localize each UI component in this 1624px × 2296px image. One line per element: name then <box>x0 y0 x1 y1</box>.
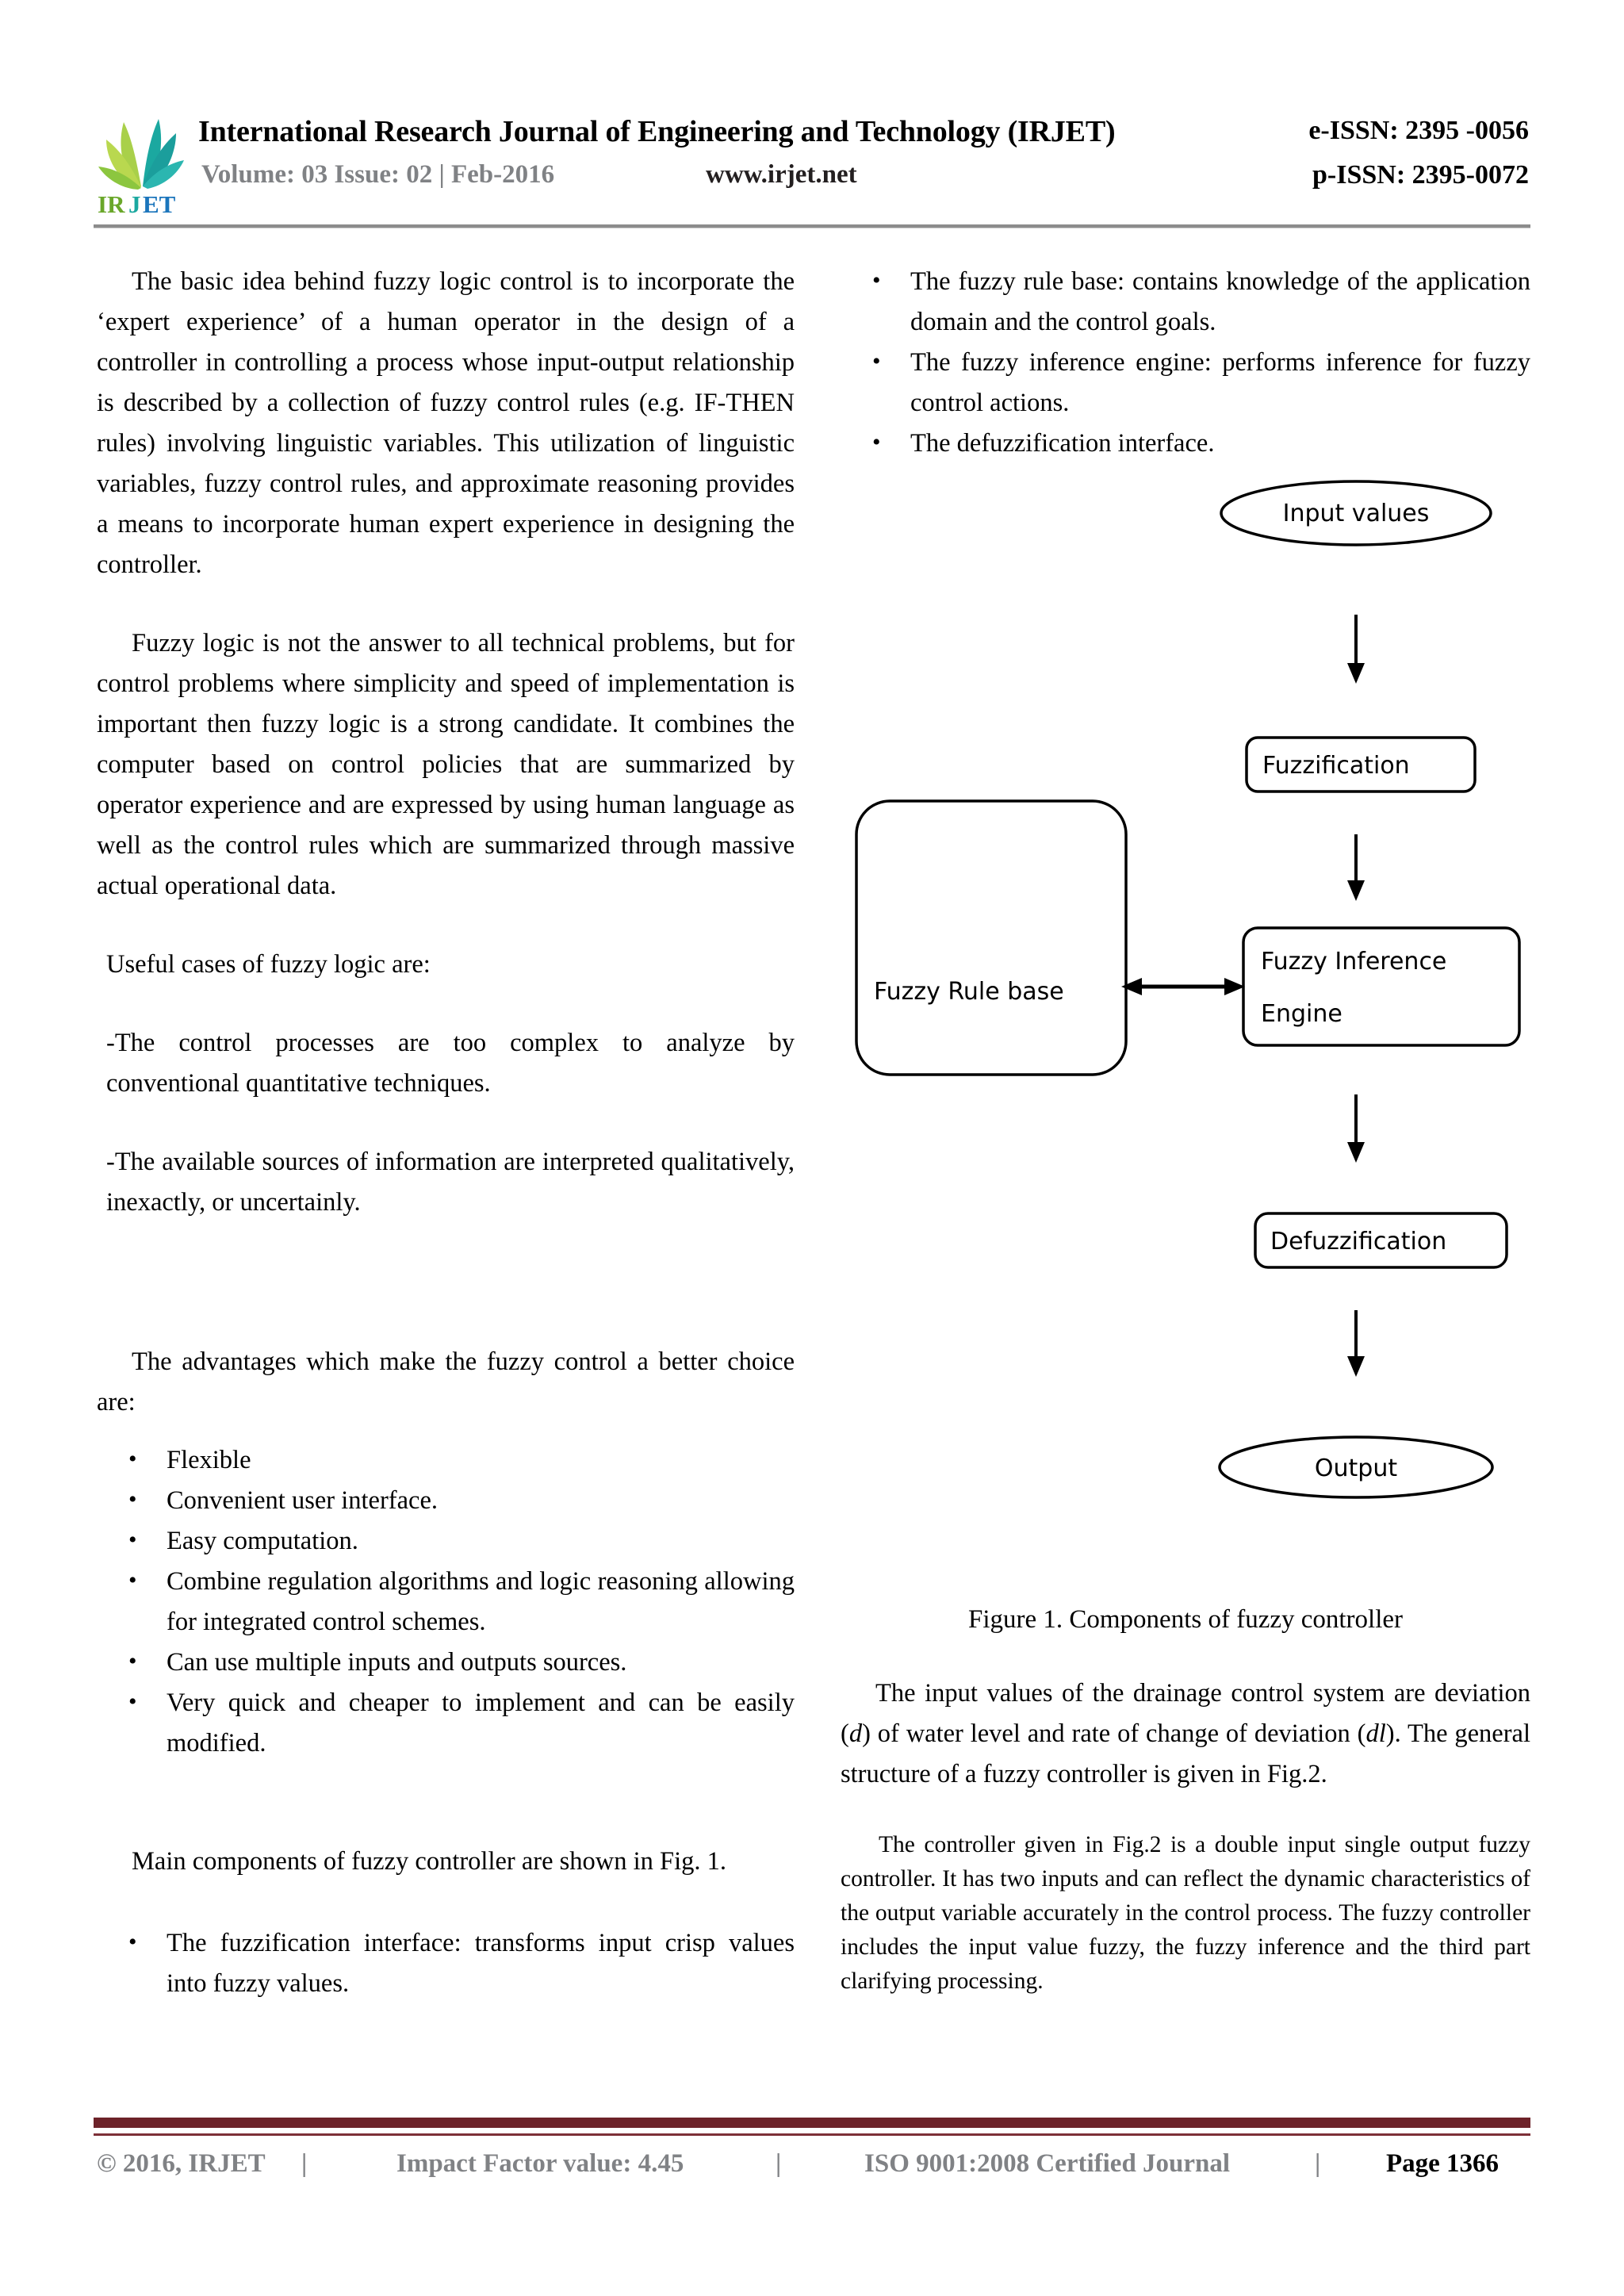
figure-1-flowchart <box>825 476 1618 1547</box>
figure-caption-block <box>841 1600 1530 1999</box>
svg-text:IR: IR <box>98 190 125 216</box>
component-label: • The fuzzification interface: transforms input crisp values into fuzzy values. <box>167 1929 795 1998</box>
para-seg-b: ) of water level and rate of change of deviation ( <box>862 1719 1366 1748</box>
list-item <box>841 424 1530 464</box>
list-item <box>97 1481 795 1521</box>
page-header <box>94 111 1529 222</box>
edge-fuzzification-to-inference <box>1347 834 1365 901</box>
edge-defuzzification-to-output <box>1347 1310 1365 1377</box>
node-fuzzification-label: Fuzzification <box>1262 752 1410 780</box>
list-item <box>841 343 1530 424</box>
footer-copyright: © 2016, IRJET <box>97 2149 266 2178</box>
edge-inference-to-defuzzification <box>1347 1094 1365 1163</box>
paragraph-advantages-intro: The advantages which make the fuzzy control a better choice are: <box>97 1347 795 1416</box>
para-seg-c: ). The general structure of a fuzzy controller is given in Fig.2. <box>841 1719 1531 1788</box>
component-label: • The fuzzy rule base: contains knowledge of the application domain and the control goals. <box>910 267 1530 336</box>
list-item <box>97 1923 795 2004</box>
node-output-label: Output <box>1314 1455 1398 1482</box>
list-item <box>97 1642 795 1683</box>
paragraph-useful-case-1: -The control processes are too complex to analyze by conventional quantitative techniques. <box>106 1029 795 1098</box>
paragraph-basic-idea: The basic idea behind fuzzy logic control is to incorporate the ‘expert experience’ of a human operator in the design of a controller in controlling a process whose input-output relationship is described by a collection of fuzzy control rules (e.g. IF-THEN rules) involving linguistic variables. This utilization of linguistic variables, fuzzy control rules, and approximate reasoning provides a means to incorporate human expert experience in designing the controller. <box>97 267 795 579</box>
list-item <box>97 1562 795 1642</box>
node-fuzzy-inference-engine-label-line1: Fuzzy Inference <box>1261 948 1447 976</box>
volume-issue-date: Volume: 03 Issue: 02 | Feb-2016 <box>201 160 555 189</box>
advantage-label: • Combine regulation algorithms and logic reasoning allowing for integrated control schemes. <box>167 1567 795 1636</box>
components-list-left <box>97 1923 795 2004</box>
advantage-label: • Convenient user interface. <box>167 1486 439 1515</box>
header-row-volume <box>198 160 1529 203</box>
footer-thin-line <box>94 2133 1530 2136</box>
irjet-logo-mark <box>94 111 187 216</box>
advantage-label: • Very quick and cheaper to implement and can be easily modified. <box>167 1688 795 1757</box>
paragraph-main-components: Main components of fuzzy controller are shown in Fig. 1. <box>132 1847 727 1876</box>
node-fuzzy-rule-base-shape <box>856 801 1126 1075</box>
paragraph-useful-cases: Useful cases of fuzzy logic are: <box>106 950 431 979</box>
paragraph-useful-case-2: -The available sources of information are interpreted qualitatively, inexactly, or uncertainly. <box>106 1148 795 1217</box>
italic-d: d <box>848 1719 863 1748</box>
header-row-title <box>198 114 1529 160</box>
header-text-block <box>198 111 1529 216</box>
component-label: • The fuzzy inference engine: performs inference for fuzzy control actions. <box>910 348 1530 417</box>
flowchart-svg <box>825 476 1618 1547</box>
p-issn-label: p-ISSN: 2395-0072 <box>1312 160 1529 190</box>
advantage-label: • Flexible <box>167 1446 251 1474</box>
list-item <box>97 1440 795 1481</box>
advantages-list <box>97 1440 795 1764</box>
advantage-label: • Can use multiple inputs and outputs sources. <box>167 1648 627 1677</box>
paragraph-controller-fig2: The controller given in Fig.2 is a double input single output fuzzy controller. It has two inputs and can reflect the dynamic characteristics of the output variable accurately in the control process. The fuzzy controller includes the input value fuzzy, the fuzzy inference and the third part clarifying processing. <box>841 1832 1530 1994</box>
right-column <box>841 262 1530 464</box>
advantage-label: • Easy computation. <box>167 1527 358 1555</box>
node-input-values-label: Input values <box>1282 500 1430 527</box>
footer-separator-1: | <box>301 2149 308 2178</box>
footer-page-number: Page 1366 <box>1386 2149 1500 2178</box>
irjet-logo <box>94 111 187 216</box>
page-footer <box>94 2149 1530 2197</box>
paragraph-input-values-description <box>841 1673 1530 1795</box>
edge-rulebase-to-inference <box>1121 978 1245 995</box>
journal-title: International Research Journal of Engineering and Technology (IRJET) <box>198 115 1116 148</box>
footer-impact-factor: Impact Factor value: 4.45 <box>396 2149 684 2178</box>
journal-website: www.irjet.net <box>706 160 857 189</box>
node-defuzzification-label: Defuzzification <box>1270 1228 1447 1255</box>
list-item <box>97 1521 795 1562</box>
node-fuzzy-rule-base-label: Fuzzy Rule base <box>874 978 1064 1006</box>
node-fuzzy-inference-engine-label-line2: Engine <box>1261 1000 1342 1028</box>
svg-text:J: J <box>128 190 141 216</box>
footer-iso-certification: ISO 9001:2008 Certified Journal <box>864 2149 1231 2178</box>
footer-bar <box>94 2118 1530 2128</box>
header-divider <box>94 224 1530 228</box>
para-seg-a: The input values of the drainage control system are deviation ( <box>841 1679 1530 1748</box>
italic-dl: dl <box>1365 1719 1386 1748</box>
list-item <box>841 262 1530 343</box>
svg-text:ET: ET <box>143 190 176 216</box>
component-label: • The defuzzification interface. <box>910 429 1215 458</box>
figure-1-caption: Figure 1. Components of fuzzy controller <box>967 1605 1404 1634</box>
left-column <box>97 262 795 2004</box>
e-issn-label: e-ISSN: 2395 -0056 <box>1308 116 1529 145</box>
paragraph-fuzzy-logic-answer: Fuzzy logic is not the answer to all technical problems, but for control problems where simplicity and speed of implementation is important then fuzzy logic is a strong candidate. It combines the computer based on control policies that are summarized by operator experience and are expressed by using human language as well as the control rules which are summarized through massive actual operational data. <box>97 629 795 900</box>
footer-separator-2: | <box>776 2149 782 2178</box>
footer-separator-3: | <box>1315 2149 1321 2178</box>
components-list-right <box>841 262 1530 464</box>
list-item <box>97 1683 795 1764</box>
edge-input-to-fuzzification <box>1347 615 1365 684</box>
